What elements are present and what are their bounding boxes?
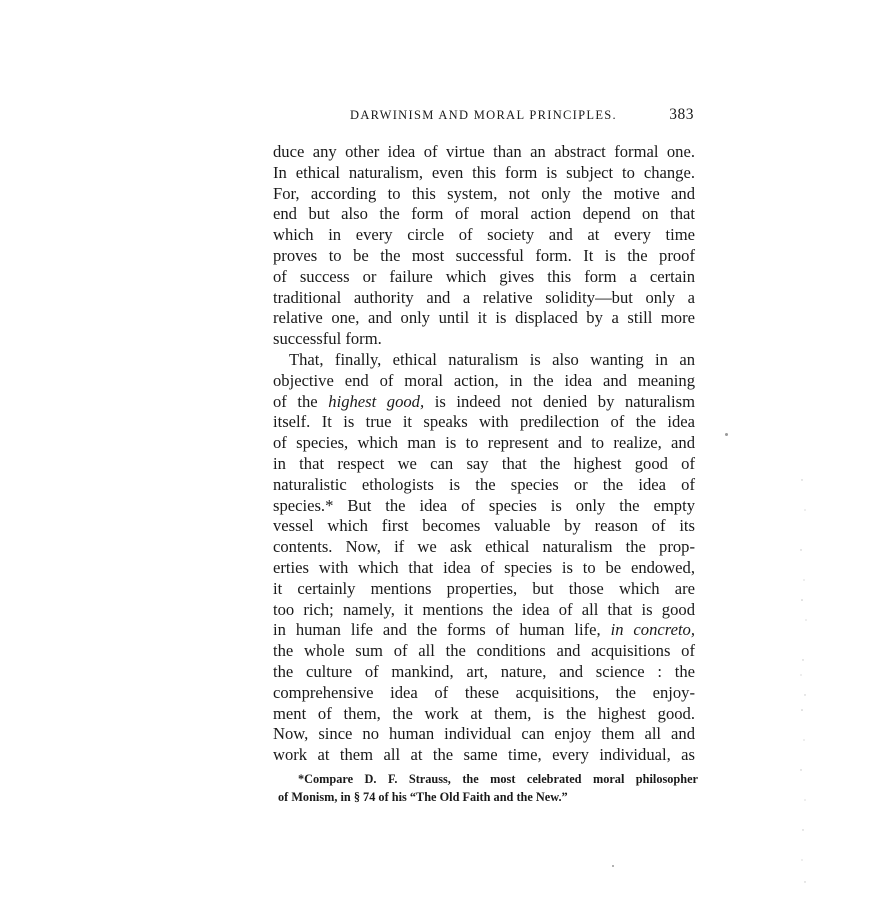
text-line: which in every circle of society and at every time [273, 225, 695, 245]
text-line: For, according to this system, not only the motive and [273, 183, 695, 203]
text-line: objective end of moral action, in the idea and meaning [273, 370, 695, 390]
text-line: duce any other idea of virtue than an abstract formal one. [273, 142, 695, 161]
text-segment: is indeed not denied by naturalism [434, 391, 696, 411]
text-line: successful form. [273, 329, 382, 349]
text-line-mixed [273, 392, 695, 413]
text-line: That, finally, ethical naturalism is also wanting in an [289, 349, 695, 369]
page-header [272, 108, 696, 128]
text-line: species.* But the idea of species is only the empty [273, 495, 695, 515]
text-line: erties with which that idea of species is to be endowed, [273, 557, 695, 577]
text-line: comprehensive idea of these acquisitions, the enjoy- [273, 682, 695, 702]
text-segment: of the [273, 391, 318, 411]
scan-speck [612, 865, 614, 867]
running-title: DARWINISM AND MORAL PRINCIPLES. [350, 108, 617, 122]
text-line: Now, since no human individual can enjoy them all and [273, 724, 695, 744]
text-line: naturalistic ethologists is the species or the idea of [273, 474, 695, 494]
text-line: in that respect we can say that the highest good of [273, 453, 695, 473]
text-line: contents. Now, if we ask ethical naturalism the prop- [273, 537, 695, 557]
scan-edge-noise [796, 470, 810, 890]
italic-phrase: highest good, [328, 391, 425, 411]
italic-phrase: in concreto, [610, 620, 695, 640]
text-line: the whole sum of all the conditions and acquisitions of [273, 641, 695, 661]
text-line: work at them all at the same time, every individual, as [273, 745, 695, 765]
text-line: traditional authority and a relative solidity—but only a [273, 287, 695, 307]
text-line: of species, which man is to represent and to realize, and [273, 433, 695, 453]
text-line: of success or failure which gives this form a certain [273, 266, 695, 286]
text-line: proves to be the most successful form. It is the proof [273, 245, 695, 265]
text-line: itself. It is true it speaks with predilection of the idea [273, 412, 695, 432]
footnote [278, 770, 698, 806]
text-line-mixed [273, 620, 695, 641]
text-line: In ethical naturalism, even this form is subject to change. [273, 162, 695, 182]
text-line: it certainly mentions properties, but those which are [273, 578, 695, 598]
page-number: 383 [669, 106, 694, 123]
text-line: relative one, and only until it is displaced by a still more [273, 308, 695, 328]
text-line: ment of them, the work at them, is the highest good. [273, 703, 695, 723]
footnote-line: *Compare D. F. Strauss, the most celebrated moral philosopher [298, 772, 698, 786]
text-line: the culture of mankind, art, nature, and science : the [273, 661, 695, 681]
text-line: too rich; namely, it mentions the idea of all that is good [273, 599, 695, 619]
text-segment: in human life and the forms of human life, [273, 620, 601, 640]
scan-speck [725, 433, 728, 436]
body-text [273, 142, 695, 766]
text-line: vessel which first becomes valuable by reason of its [273, 516, 695, 536]
text-line: end but also the form of moral action depend on that [273, 204, 695, 224]
footnote-line: of Monism, in § 74 of his “The Old Faith and the New.” [278, 790, 568, 804]
